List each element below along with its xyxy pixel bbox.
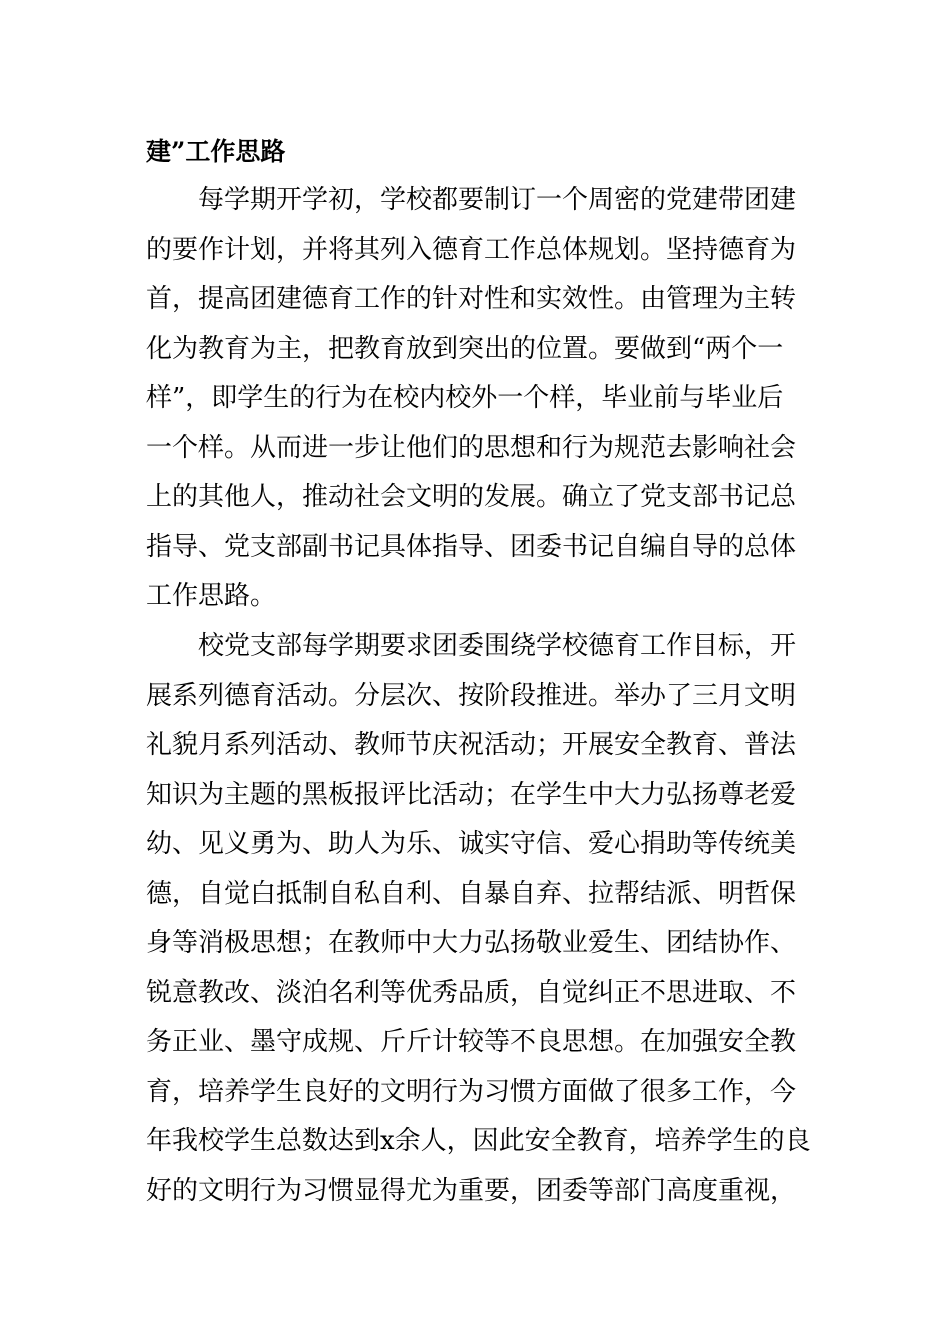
text-line: 务正业、墨守成规、斤斤计较等不良思想。在加强安全教 [146,1027,797,1057]
text-line: 年我校学生总数达到x余人，因此安全教育，培养学生的良 [146,1126,811,1156]
text-line: 礼貌月系列活动、教师节庆祝活动；开展安全教育、普法 [146,730,797,760]
text-line: 工作思路。 [146,581,277,611]
text-line: 每学期开学初，学校都要制订一个周密的党建带团建 [198,185,797,215]
text-line: 化为教育为主，把教育放到突出的位置。要做到“两个一 [146,333,784,364]
text-line: 身等消极思想；在教师中大力弘扬敬业爱生、团结协作、 [146,928,797,958]
text-line: 指导、党支部副书记具体指导、团委书记自编自导的总体 [146,531,797,562]
paragraph [146,176,818,622]
text-line: 一个样。从而进一步让他们的思想和行为规范去影响社会 [146,432,797,463]
section-heading: 建”工作思路 [146,137,286,166]
text-line: 上的其他人，推动社会文明的发展。确立了党支部书记总 [146,482,797,512]
text-line: 校党支部每学期要求团委围绕学校德育工作目标，开 [198,631,797,661]
text-line: 幼、见义勇为、助人为乐、诚实守信、爱心捐助等传统美 [146,829,797,859]
text-line: 锐意教改、淡泊名利等优秀品质，自觉纠正不思进取、不 [146,977,797,1008]
paragraph [146,622,818,1216]
text-line: 首，提高团建德育工作的针对性和实效性。由管理为主转 [146,284,797,314]
text-line: 育，培养学生良好的文明行为习惯方面做了很多工作，今 [146,1076,797,1107]
text-line: 的要作计划，并将其列入德育工作总体规划。坚持德育为 [146,234,797,265]
text-line: 展系列德育活动。分层次、按阶段推进。举办了三月文明 [146,680,797,711]
text-line: 知识为主题的黑板报评比活动；在学生中大力弘扬尊老爱 [146,779,797,810]
text-line: 样”，即学生的行为在校内校外一个样，毕业前与毕业后 [146,383,784,413]
text-line: 德，自觉白抵制自私自利、自暴自弃、拉帮结派、明哲保 [146,878,797,909]
text-line: 好的文明行为习惯显得尤为重要，团委等部门高度重视， [146,1175,797,1206]
